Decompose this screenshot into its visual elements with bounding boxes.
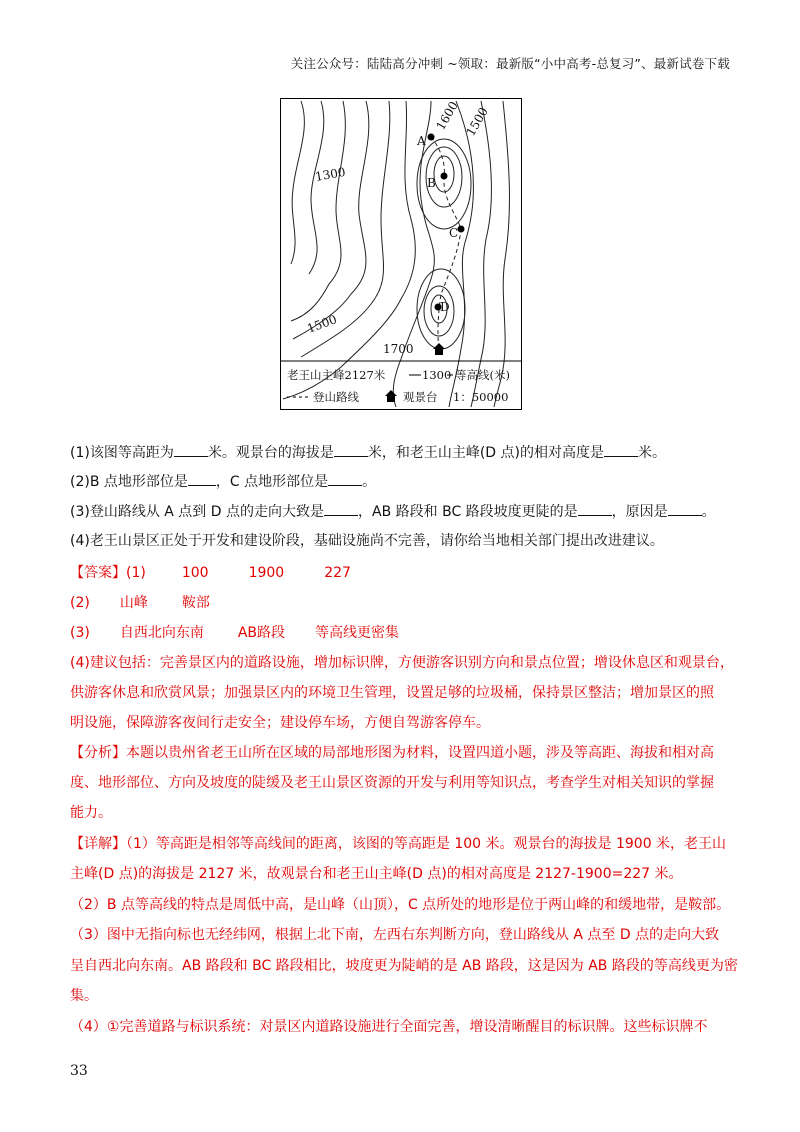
question-4: (4)老王山景区正处于开发和建设阶段，基础设施尚不完善，请你给当地相关部门提出改进建议。 [70, 533, 664, 549]
answer-blank[interactable] [188, 471, 216, 486]
point-label-d: D [440, 300, 450, 314]
contour-label: 1300 [314, 164, 347, 184]
answer-tag: 【答案】 [70, 565, 126, 581]
answer-blank[interactable] [328, 471, 362, 486]
point-label-b: B [427, 176, 436, 190]
contour-label: 1600 [433, 99, 461, 133]
analysis-line-2: 度、地形部位、方向及坡度的陡缓及老王山景区资源的开发与利用等知识点，考查学生对相关知识的掌握 [70, 775, 714, 791]
answer-blank[interactable] [578, 501, 612, 516]
analysis-tag: 【分析】 [70, 745, 126, 761]
question-3: (3)登山路线从 A 点到 D 点的走向大致是 ，AB 路段和 BC 路段坡度更陡的是 ，原因是 。 [70, 501, 716, 522]
question-1: (1)该图等高距为 米。观景台的海拔是 米，和老王山主峰(D 点)的相对高度是 米。 [70, 442, 666, 463]
contour-line [291, 101, 304, 264]
legend-observation-label: 观景台 [403, 390, 438, 404]
legend-contour-value: 1300 [422, 368, 452, 382]
detail-tag: 【详解】 [70, 836, 126, 852]
legend-contour-label: 等高线(米) [455, 368, 510, 382]
legend-observation-icon [385, 390, 397, 402]
contour-line [309, 101, 324, 274]
detail-line-6: 集。 [70, 988, 98, 1004]
question-2: (2)B 点地形部位是 ，C 点地形部位是 。 [70, 471, 376, 492]
detail-line-1: 【详解】（1）等高距是相邻等高线间的距离，该图的等高距是 100 米。观景台的海拔是 1900 米，老王山 [70, 836, 727, 852]
answer-blank[interactable] [668, 501, 702, 516]
answer-blank[interactable] [174, 442, 208, 457]
contour-line [291, 101, 345, 321]
detail-line-3: （2）B 点等高线的特点是周低中高，是山峰（山顶），C 点所处的地形是位于两山峰的和缓地带，是鞍部。 [70, 897, 731, 913]
point-c-marker [458, 226, 465, 233]
point-a-marker [428, 134, 435, 141]
answer-blank[interactable] [334, 442, 368, 457]
answer-3: (3) 自西北向东南 AB路段 等高线更密集 [70, 625, 400, 641]
answer-2: (2) 山峰 鞍部 [70, 595, 210, 611]
legend-route-label: 登山路线 [313, 390, 359, 404]
point-b-marker [441, 173, 448, 180]
answer-blank[interactable] [604, 442, 638, 457]
analysis-line-3: 能力。 [70, 805, 112, 821]
answer-4-line-1: (4)建议包括：完善景区内的道路设施，增加标识牌，方便游客识别方向和景点位置；增设休息区和观景台， [70, 655, 734, 671]
answer-blank[interactable] [324, 501, 358, 516]
point-label-a: A [417, 134, 426, 148]
point-label-c: C [449, 226, 459, 240]
answer-1: 【答案】(1) 100 1900 227 [70, 565, 351, 581]
legend-scale: 1：50000 [453, 390, 509, 404]
answer-4-line-3: 明设施，保障游客夜间行走安全；建设停车场，方便自驾游客停车。 [70, 715, 490, 731]
detail-line-7: （4）①完善道路与标识系统：对景区内道路设施进行全面完善，增设清晰醒目的标识牌。这些标识牌不 [70, 1019, 708, 1035]
topographic-map [280, 98, 522, 410]
answer-4-line-2: 供游客休息和欣赏风景；加强景区内的环境卫生管理，设置足够的垃圾桶，保持景区整洁；增加景区的照 [70, 685, 714, 701]
page-header-notice: 关注公众号：陆陆高分冲刺 ~领取：最新版“小中高考-总复习”、最新试卷下载 [290, 56, 730, 71]
observation-deck-icon [433, 343, 445, 355]
contour-label: 1500 [305, 312, 339, 336]
page-number: 33 [70, 1063, 88, 1079]
contour-label: 1500 [463, 105, 491, 139]
contour-map-svg [281, 99, 521, 409]
contour-line [293, 101, 369, 339]
detail-line-4: （3）图中无指向标也无经纬网，根据上北下南，左西右东判断方向，登山路线从 A 点至 D 点的走向大致 [70, 927, 720, 943]
legend-peak: 老王山主峰2127米 [287, 368, 386, 382]
contour-label: 1700 [383, 342, 414, 356]
detail-line-5: 呈自西北向东南。AB 路段和 BC 路段相比，坡度更为陡峭的是 AB 路段，这是因为 AB 路段的等高线更为密 [70, 958, 738, 974]
detail-line-2: 主峰(D 点)的海拔是 2127 米，故观景台和老王山主峰(D 点)的相对高度是 2127-1900=227 米。 [70, 866, 683, 882]
analysis-line-1: 【分析】本题以贵州省老王山所在区域的局部地形图为材料，设置四道小题，涉及等高距、海拔和相对高 [70, 745, 714, 761]
